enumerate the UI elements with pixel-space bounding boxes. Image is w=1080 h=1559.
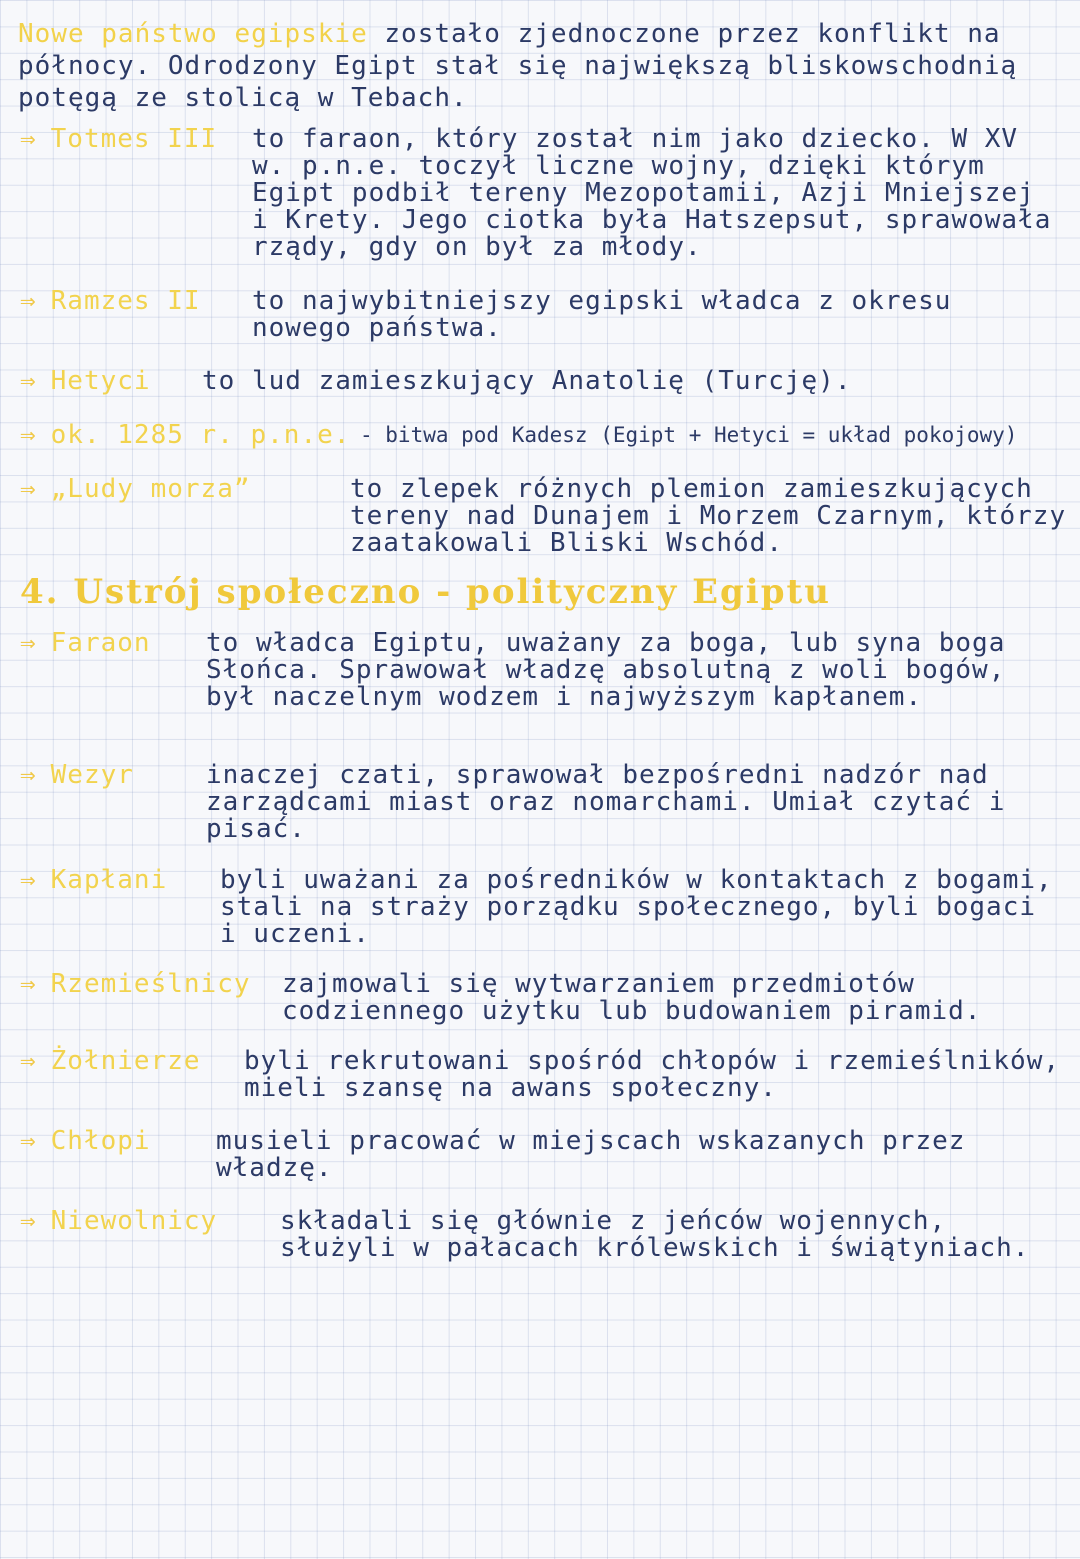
term-description: byli uważani za pośredników w kontaktach z bogami, stali na straży porządku społecznego, byli bogaci i uczeni. <box>220 865 1053 949</box>
term-description: musieli pracować w miejscach wskazanych przez władzę. <box>216 1126 966 1183</box>
intro-lead: Nowe państwo egipskie <box>18 19 368 49</box>
arrow-icon: ⇒ <box>20 865 37 895</box>
note-item-ludy-morza <box>20 476 1070 561</box>
term-description: to władca Egiptu, uważany za boga, lub syna boga Słońca. Sprawował władzę absolutną z woli bogów, był naczelnym wodzem i najwyższym kapłanem. <box>206 628 1006 712</box>
note-item-kadesz <box>20 422 1070 452</box>
arrow-icon: ⇒ <box>20 286 37 316</box>
term-label: ⇒ Niewolnicy <box>20 1206 218 1236</box>
arrow-icon: ⇒ <box>20 1046 37 1076</box>
intro-text: zostało zjednoczone przez konflikt na północy. Odrodzony Egipt stał się największą bliskowschodnią potęgą ze stolicą w Tebach. <box>18 19 1018 113</box>
term-description: - bitwa pod Kadesz (Egipt + Hetyci = układ pokojowy) <box>360 423 1018 447</box>
term-description: inaczej czati, sprawował bezpośredni nadzór nad zarządcami miast oraz nomarchami. Umiał czytać i pisać. <box>206 760 1006 844</box>
term-label: ⇒ „Ludy morza” <box>20 474 251 504</box>
note-item-chlopi <box>20 1128 1070 1188</box>
note-item-kaplani <box>20 867 1070 952</box>
term-description: byli rekrutowani spośród chłopów i rzemieślników, mieli szansę na awans społeczny. <box>244 1046 1061 1103</box>
section-heading: 4. Ustrój społeczno - polityczny Egiptu <box>20 572 831 612</box>
arrow-icon: ⇒ <box>20 760 37 790</box>
note-item-zolnierze <box>20 1048 1070 1108</box>
term-label: ⇒ Totmes III <box>20 124 218 154</box>
term-label: ⇒ Faraon <box>20 628 151 658</box>
note-item-rzemieslnicy <box>20 971 1070 1031</box>
term-label: ⇒ Hetyci <box>20 366 151 396</box>
term-label: ⇒ Ramzes II <box>20 286 201 316</box>
arrow-icon: ⇒ <box>20 1126 37 1156</box>
arrow-icon: ⇒ <box>20 1206 37 1236</box>
term-description: składali się głównie z jeńców wojennych, służyli w pałacach królewskich i świątyniach. <box>280 1206 1030 1263</box>
term-label: ⇒ ok. 1285 r. p.n.e. <box>20 420 351 450</box>
arrow-icon: ⇒ <box>20 969 37 999</box>
intro-paragraph <box>18 18 1068 114</box>
term-label: ⇒ Chłopi <box>20 1126 151 1156</box>
note-item-ramzes <box>20 288 1070 348</box>
term-label: ⇒ Żołnierze <box>20 1046 201 1076</box>
term-label: ⇒ Rzemieślnicy <box>20 969 251 999</box>
term-description: to najwybitniejszy egipski władca z okresu nowego państwa. <box>252 286 952 343</box>
note-item-niewolnicy <box>20 1208 1070 1268</box>
note-item-wezyr <box>20 762 1070 847</box>
arrow-icon: ⇒ <box>20 628 37 658</box>
term-description: zajmowali się wytwarzaniem przedmiotów codziennego użytku lub budowaniem piramid. <box>282 969 982 1026</box>
term-label: ⇒ Wezyr <box>20 760 134 790</box>
arrow-icon: ⇒ <box>20 474 37 504</box>
arrow-icon: ⇒ <box>20 124 37 154</box>
term-description: to faraon, który został nim jako dziecko. W XV w. p.n.e. toczył liczne wojny, dzięki którym Egipt podbił tereny Mezopotamii, Azji Mniejszej i Krety. Jego ciotka była Hatszepsut, sprawowała rządy, gdy on był za młody. <box>252 124 1052 262</box>
note-item-hetyci <box>20 368 1070 398</box>
arrow-icon: ⇒ <box>20 366 37 396</box>
arrow-icon: ⇒ <box>20 420 37 450</box>
note-item-faraon <box>20 630 1070 740</box>
term-label: ⇒ Kapłani <box>20 865 168 895</box>
term-description: to zlepek różnych plemion zamieszkujących tereny nad Dunajem i Morzem Czarnym, którzy zaatakowali Bliski Wschód. <box>350 474 1067 558</box>
term-description: to lud zamieszkujący Anatolię (Turcję). <box>202 366 852 396</box>
note-item-totmes <box>20 126 1070 266</box>
